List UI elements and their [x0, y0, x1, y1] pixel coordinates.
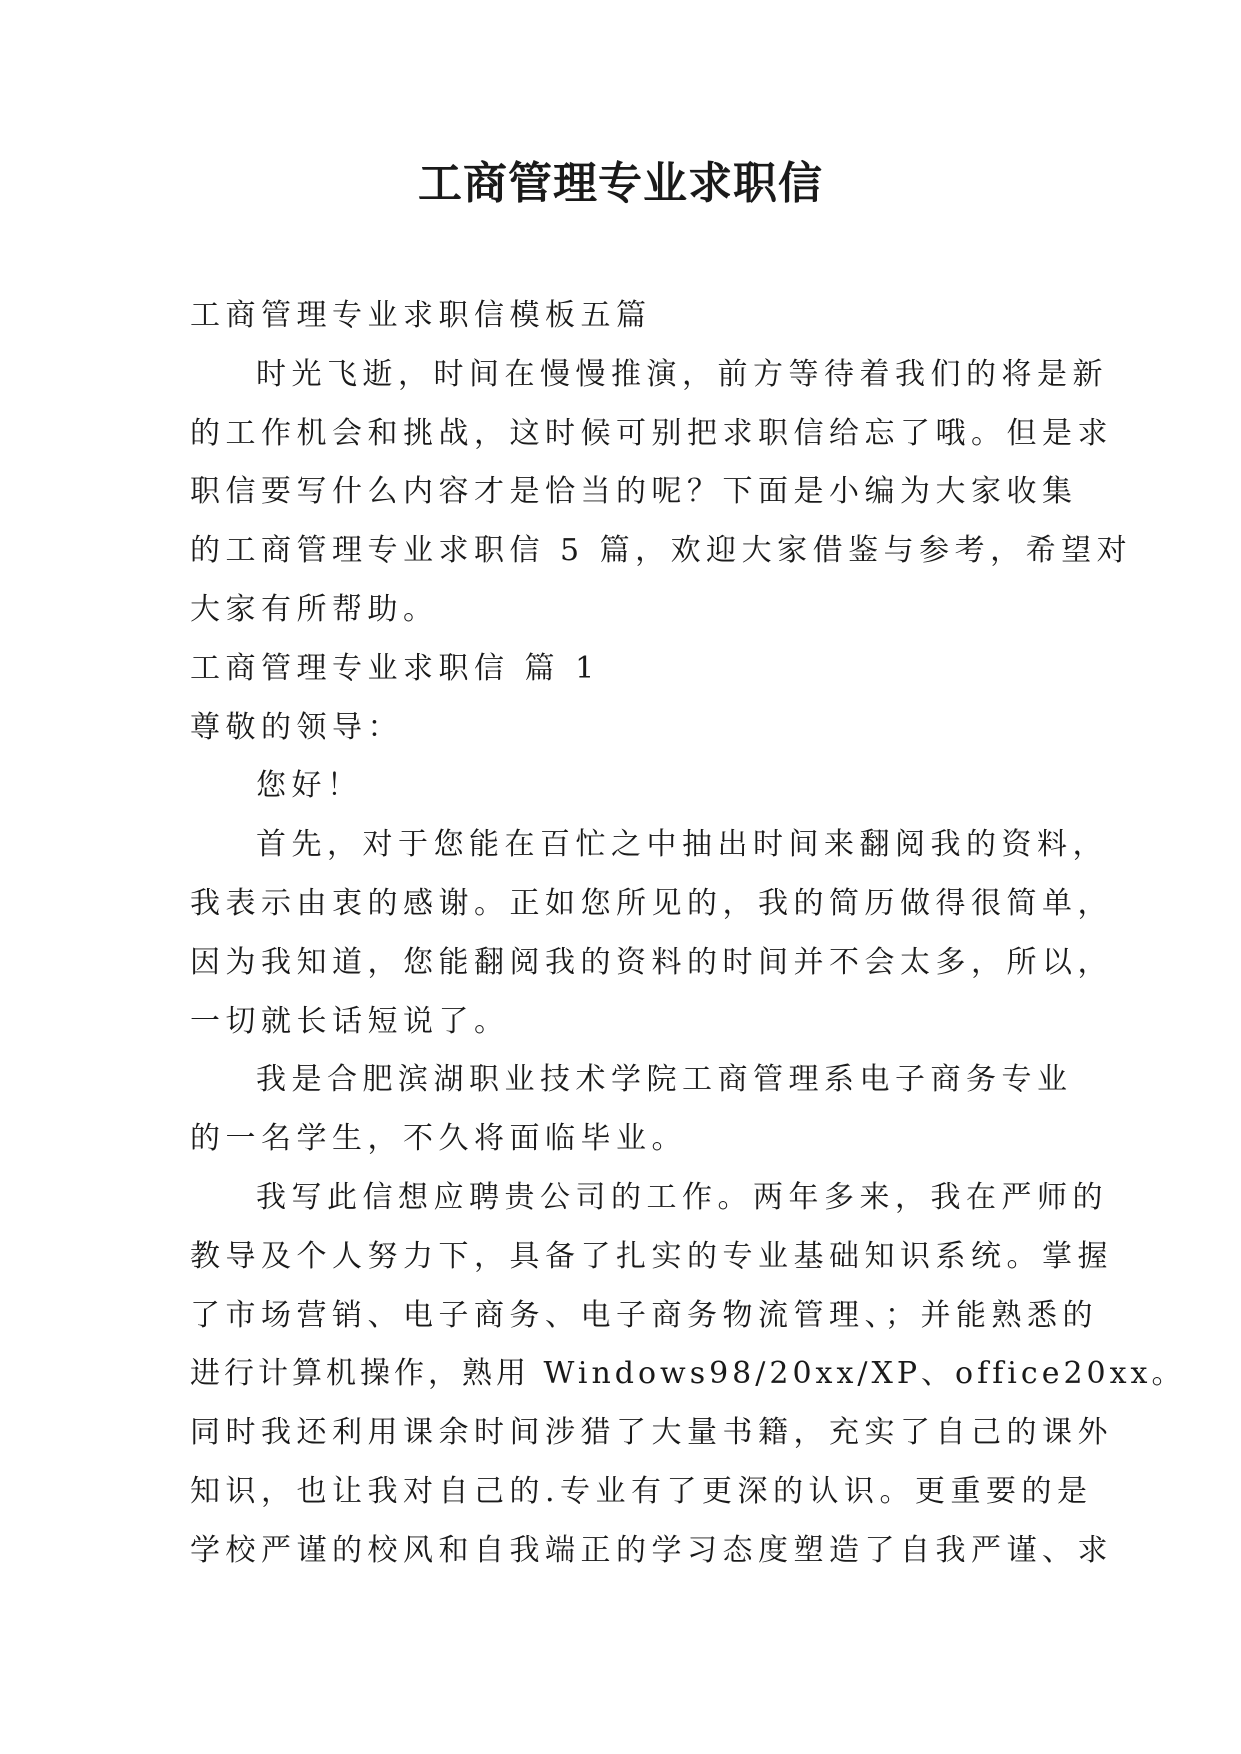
text-line: 我写此信想应聘贵公司的工作。两年多来，我在严师的 — [256, 1179, 1108, 1215]
document-body — [190, 287, 1186, 1581]
text-line: 知识，也让我对自己的.专业有了更深的认识。更重要的是 — [190, 1473, 1093, 1509]
text-line: 的工作机会和挑战，这时候可别把求职信给忘了哦。但是求 — [190, 415, 1113, 451]
text-line: 的工商管理专业求职信 5 篇，欢迎大家借鉴与参考，希望对 — [190, 533, 1133, 569]
text-line: 大家有所帮助。 — [190, 591, 439, 627]
section-heading: 工商管理专业求职信 篇 1 — [190, 650, 600, 686]
text-line: 工商管理专业求职信模板五篇 — [190, 298, 652, 333]
text-line: 首先，对于您能在百忙之中抽出时间来翻阅我的资料， — [256, 827, 1108, 863]
text-line: 一切就长话短说了。 — [190, 1003, 510, 1039]
text-line: 的一名学生，不久将面临毕业。 — [190, 1121, 687, 1157]
text-line: 进行计算机操作，熟用 Windows98/20xx/XP、office20xx。 — [190, 1356, 1186, 1392]
document-title: 工商管理专业求职信 — [418, 158, 823, 209]
text-line: 我表示由衷的感谢。正如您所见的，我的简历做得很简单， — [190, 885, 1113, 921]
text-line: 教导及个人努力下，具备了扎实的专业基础知识系统。掌握 — [190, 1238, 1113, 1274]
text-line: 了市场营销、电子商务、电子商务物流管理、；并能熟悉的 — [190, 1297, 1098, 1333]
text-line: 我是合肥滨湖职业技术学院工商管理系电子商务专业 — [256, 1062, 1073, 1098]
text-line: 学校严谨的校风和自我端正的学习态度塑造了自我严谨、求 — [190, 1532, 1113, 1568]
salutation: 尊敬的领导： — [190, 709, 403, 745]
text-line: 因为我知道，您能翻阅我的资料的时间并不会太多，所以， — [190, 944, 1113, 980]
greeting: 您好！ — [256, 768, 363, 804]
text-line: 职信要写什么内容才是恰当的呢？下面是小编为大家收集 — [190, 474, 1078, 510]
text-line: 同时我还利用课余时间涉猎了大量书籍，充实了自己的课外 — [190, 1415, 1113, 1451]
text-line: 时光飞逝，时间在慢慢推演，前方等待着我们的将是新 — [256, 356, 1108, 392]
